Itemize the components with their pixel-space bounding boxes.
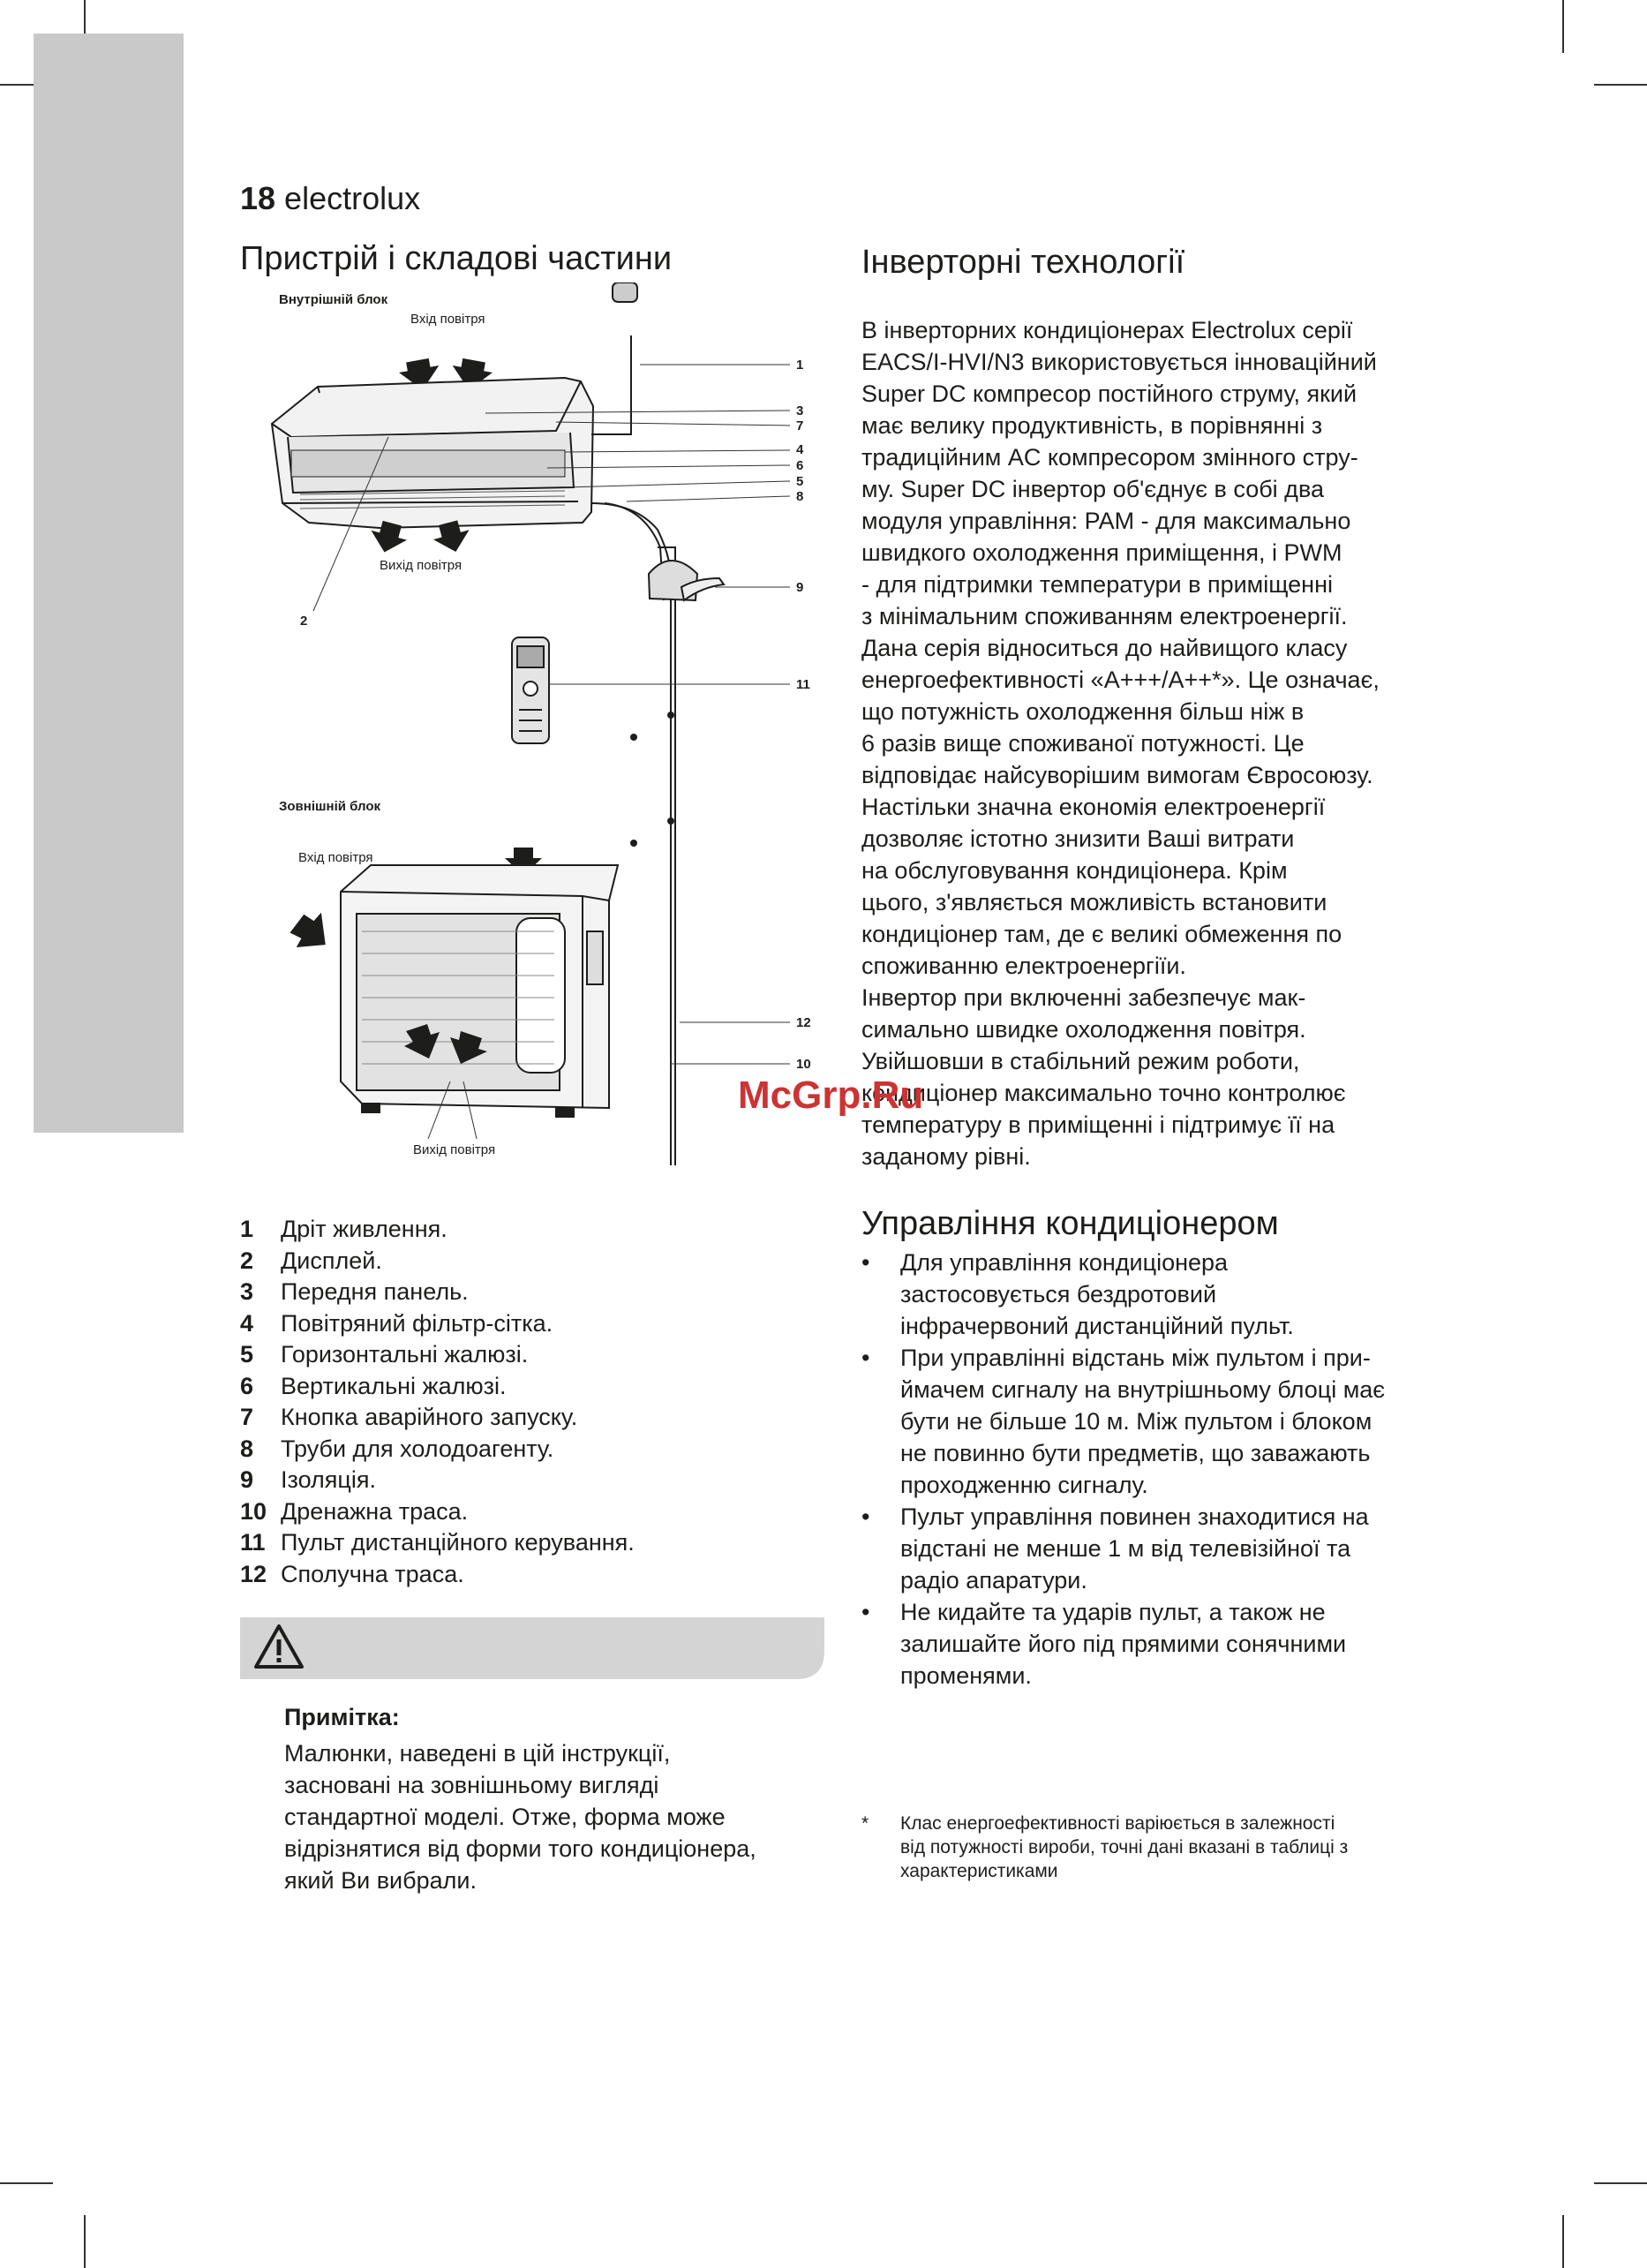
- list-item: • Пульт управління повинен знаходитися на відстані не менше 1 м від телевізійної та радіо апаратури.: [861, 1501, 1444, 1596]
- list-item: • Для управління кондиціонера застосовується бездротовий інфрачервоний дистанційний пульт.: [861, 1247, 1444, 1342]
- note-body: Малюнки, наведені в цій інструкції, засновані на зовнішньому вигляді стандартної моделі. Отже, форма може відрізнятися від форми того кондиціонера, який Ви вибрали.: [284, 1740, 756, 1894]
- svg-text:10: 10: [796, 1057, 811, 1072]
- list-item: 2 Дисплей.: [240, 1247, 382, 1274]
- svg-text:12: 12: [796, 1015, 811, 1030]
- warning-bar: [240, 1617, 824, 1679]
- connecting-pipe: [591, 503, 724, 1165]
- section-title-inverter: Інверторні технології: [861, 244, 1185, 281]
- outdoor-unit-label: Зовнішній блок: [279, 799, 381, 814]
- svg-text:6: 6: [796, 458, 804, 473]
- svg-text:9: 9: [796, 580, 804, 595]
- crop-mark: [1562, 2215, 1564, 2268]
- page-number: 18: [240, 180, 276, 216]
- parts-list: [240, 1214, 635, 1590]
- air-out-label: Вихід повітря: [380, 558, 463, 573]
- outdoor-unit: [341, 865, 618, 1117]
- list-item: • Не кидайте та ударів пульт, а також не залишайте його під прямими сонячними променями.: [861, 1596, 1444, 1692]
- list-item: 12 Сполучна траса.: [240, 1560, 464, 1587]
- note-title: Примітка:: [284, 1704, 400, 1730]
- footnote: * Клас енергоефективності варіюється в залежності від потужності вироби, точні дані вказані в таблиці з характеристиками: [861, 1813, 1349, 1881]
- power-cord: [591, 335, 631, 434]
- section-title-device: Пристрій і складові частини: [240, 240, 673, 277]
- crop-mark: [84, 2215, 86, 2268]
- unit-diagram: [256, 283, 839, 1165]
- svg-text:4: 4: [796, 442, 804, 457]
- list-item: 1 Дріт живлення.: [240, 1216, 447, 1242]
- air-in-label: Вхід повітря: [410, 312, 485, 327]
- list-item: 5 Горизонтальні жалюзі.: [240, 1341, 529, 1368]
- watermark: McGrp.Ru: [738, 1074, 924, 1117]
- svg-text:7: 7: [796, 418, 804, 433]
- crop-mark: [1562, 0, 1564, 53]
- svg-text:5: 5: [796, 474, 804, 489]
- list-item: 4 Повітряний фільтр-сітка.: [240, 1309, 553, 1337]
- air-in-outdoor-label: Вхід повітря: [298, 850, 373, 865]
- crop-mark: [1594, 84, 1647, 86]
- inverter-paragraph: В інверторних кондиціонерах Electrolux серії EACS/I-HVI/N3 використовується інноваційний Super DC компресор постійного струму, який має велику продуктивність, в порівнянні з традиційним AC компресором змінного стру- му. Super DC інвертор об'єднує в собі два модуля управління: PAM - для максимально швидкого охолодження приміщення, і PWM - для підтримки температури в приміщенні з мінімальним споживанням електроенергії. Дана серія відноситься до найвищого класу енергоефективності «A+++/A++*». Це означає, що потужність охолодження більш ніж в 6 разів вище споживаної потужності. Це відповідає найсуворішим вимогам Євросоюзу. Настільки значна економія електроенергії дозволяє істотно знизити Ваші витрати на обслуговування кондиціонера. Крім цього, з'являється можливість встановити кондиціонер там, де є великі обмеження по споживанню електроенергіїи. Інвертор при включенні забезпечує мак- симально швидке охолодження повітря. Увійшовши в стабільний режим роботи, кондиціонер максимально точно контролює температуру в приміщенні і підтримує її на заданому рівні.: [861, 317, 1380, 1170]
- list-item: • При управлінні відстань між пультом і при- ймачем сигналу на внутрішньому блоці має бути не більше 10 м. Між пультом і блоком не повинно бути предметів, що заважають проходженню сигналу.: [861, 1342, 1444, 1501]
- list-item: 6 Вертикальні жалюзі.: [240, 1372, 507, 1399]
- indoor-unit-label: Внутрішній блок: [279, 292, 388, 307]
- svg-text:1: 1: [796, 358, 804, 373]
- list-item: 3 Передня панель.: [240, 1278, 469, 1305]
- brand-name: electrolux: [284, 180, 421, 216]
- crop-mark: [0, 2182, 53, 2184]
- sidebar-band: [34, 34, 184, 1133]
- air-out-outdoor-label: Вихід повітря: [413, 1142, 496, 1157]
- svg-text:11: 11: [796, 677, 810, 692]
- list-item: 9 Ізоляція.: [240, 1466, 376, 1493]
- svg-text:8: 8: [796, 489, 804, 504]
- list-item: 7 Кнопка аварійного запуску.: [240, 1404, 578, 1430]
- list-item: 11 Пульт дистанційного керування.: [240, 1529, 635, 1556]
- section-title-control: Управління кондиціонером: [861, 1205, 1279, 1242]
- page-header: [240, 180, 420, 217]
- crop-mark: [1594, 2182, 1647, 2184]
- control-bullets: [861, 1247, 1444, 1692]
- list-item: 8 Труби для холодоагенту.: [240, 1435, 554, 1462]
- footnote-star: *: [861, 1813, 869, 1834]
- svg-text:3: 3: [796, 403, 804, 418]
- remote-control: [512, 637, 549, 743]
- screws: [630, 712, 674, 847]
- outdoor-connection: [609, 283, 671, 1165]
- list-item: 10 Дренажна траса.: [240, 1497, 469, 1525]
- svg-text:2: 2: [300, 614, 308, 629]
